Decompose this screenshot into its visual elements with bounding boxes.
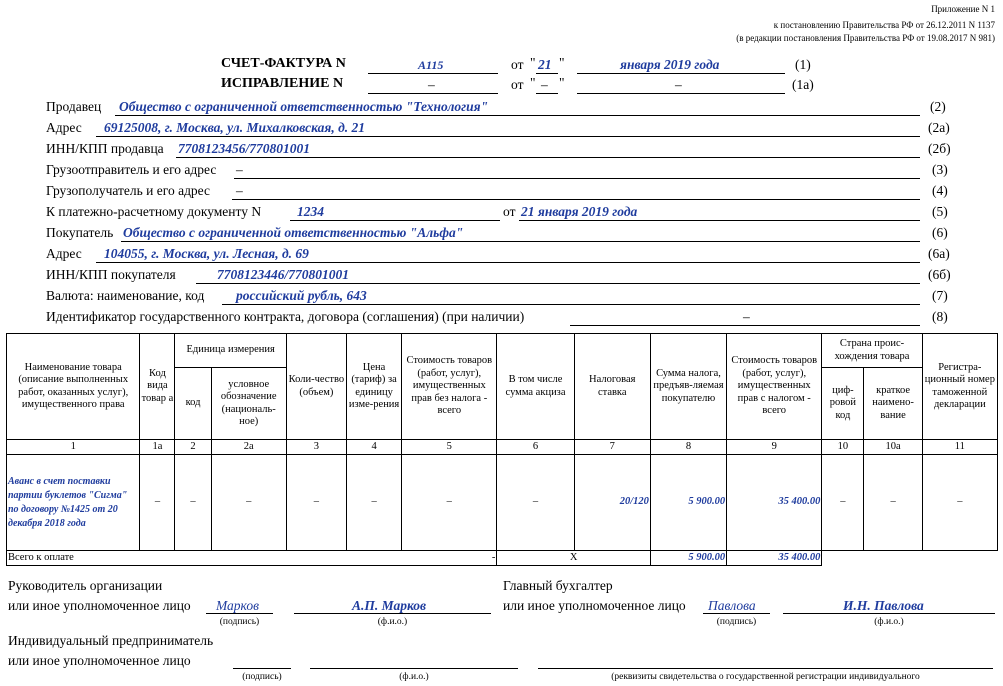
invoice-date-line <box>577 73 785 74</box>
table-total-row <box>7 551 998 566</box>
payment-doc-value: 1234 <box>297 204 324 219</box>
shipper-label: Грузоотправитель и его адрес <box>46 162 217 177</box>
invoice-number-line <box>368 73 498 74</box>
header-unit: Единица измерения <box>175 334 286 368</box>
quote-open: " <box>530 55 536 70</box>
correction-quote-open: " <box>530 75 536 90</box>
seller-address-label: Адрес <box>46 120 82 135</box>
buyer-label: Покупатель <box>46 225 114 240</box>
invoice-number: А115 <box>418 58 444 72</box>
seller-value: Общество с ограниченной ответственностью "Технология" <box>119 99 489 114</box>
head-name-line <box>294 613 491 614</box>
chief-sign-caption: (подпись) <box>716 617 757 627</box>
correction-quote-close: " <box>559 75 565 90</box>
header-cost-with-tax: Стоимость товаров (работ, услуг), имущественных прав с налогом - всего <box>727 334 822 440</box>
buyer-code: (6) <box>932 225 948 240</box>
header-excise: В том числе сумма акциза <box>497 334 574 440</box>
total-cost-with-tax: 35 400.00 <box>727 551 822 566</box>
payment-doc-line <box>290 220 500 221</box>
chief-name-line <box>783 613 995 614</box>
total-tax-amount: 5 900.00 <box>650 551 726 566</box>
head-fio-caption: (ф.и.о.) <box>377 617 408 627</box>
head-sign-caption: (подпись) <box>219 617 260 627</box>
consignee-label: Грузополучатель и его адрес <box>46 183 211 198</box>
seller-inn-label: ИНН/КПП продавца <box>46 141 164 156</box>
correction-day: – <box>541 77 548 92</box>
row-country-name: – <box>864 455 922 551</box>
col-number: 8 <box>650 440 726 455</box>
chief-name: И.Н. Павлова <box>843 598 924 613</box>
col-number: 2 <box>175 440 211 455</box>
buyer-address-label: Адрес <box>46 246 82 261</box>
col-number: 5 <box>402 440 497 455</box>
payment-doc-from: от <box>503 204 516 219</box>
col-number: 10а <box>864 440 922 455</box>
header-tax-amount: Сумма налога, предъяв-ляемая покупателю <box>650 334 726 440</box>
col-number: 3 <box>286 440 346 455</box>
seller-label: Продавец <box>46 99 102 114</box>
seller-address-line <box>96 136 920 137</box>
consignee-line <box>232 199 920 200</box>
seller-inn-line <box>176 157 920 158</box>
col-number: 4 <box>346 440 401 455</box>
seller-inn-value: 7708123456/770801001 <box>178 141 311 156</box>
total-tax-rate: X <box>497 551 650 566</box>
invoice-from: от <box>511 57 524 72</box>
ip-label-1: Индивидуальный предприниматель <box>8 633 214 648</box>
seller-address-code: (2а) <box>928 120 950 135</box>
seller-code: (2) <box>930 99 946 114</box>
chief-signature: Павлова <box>708 598 756 613</box>
correction-date: – <box>675 77 682 92</box>
header-cost-no-tax: Стоимость товаров (работ, услуг), имущественных прав без налога - всего <box>402 334 497 440</box>
correction-title: ИСПРАВЛЕНИЕ N <box>221 76 344 91</box>
total-label: Всего к оплате <box>7 551 402 566</box>
seller-inn-code: (2б) <box>928 141 951 156</box>
buyer-address-value: 104055, г. Москва, ул. Лесная, д. 69 <box>104 246 309 261</box>
col-number: 10 <box>822 440 864 455</box>
row-kind-code: – <box>140 455 175 551</box>
chief-label-2: или иное уполномоченное лицо <box>503 598 686 613</box>
row-unit-code: – <box>175 455 211 551</box>
ip-requisites-caption: (реквизиты свидетельства о государственной регистрации индивидуального <box>611 672 920 682</box>
shipper-value: – <box>236 162 243 177</box>
shipper-code: (3) <box>932 162 948 177</box>
header-kind-code: Код вида товар а <box>140 334 175 440</box>
total-cost-no-tax: - <box>402 551 497 566</box>
correction-from: от <box>511 77 524 92</box>
ip-requisites-line <box>538 668 993 669</box>
shipper-line <box>234 178 920 179</box>
payment-doc-code: (5) <box>932 204 948 219</box>
quote-close: " <box>559 55 565 70</box>
total-empty <box>822 551 998 566</box>
currency-label: Валюта: наименование, код <box>46 288 205 303</box>
payment-doc-date: 21 января 2019 года <box>521 204 638 219</box>
appendix-line-2: к постановлению Правительства РФ от 26.12.2011 N 1137 <box>773 20 995 30</box>
col-number: 1а <box>140 440 175 455</box>
buyer-address-code: (6а) <box>928 246 950 261</box>
row-quantity: – <box>286 455 346 551</box>
currency-value: российский рубль, 643 <box>236 288 367 303</box>
buyer-inn-code: (6б) <box>928 267 951 282</box>
head-label-2: или иное уполномоченное лицо <box>8 598 191 613</box>
table-number-row <box>7 440 998 455</box>
row-cost-with-tax: 35 400.00 <box>727 455 822 551</box>
payment-doc-label: К платежно-расчетному документу N <box>46 204 262 219</box>
appendix-note <box>736 4 995 43</box>
correction-date-line <box>577 93 785 94</box>
table-header-row <box>7 334 998 368</box>
buyer-inn-label: ИНН/КПП покупателя <box>46 267 176 282</box>
ip-sign-caption: (подпись) <box>242 672 282 682</box>
head-signature: Марков <box>216 598 259 613</box>
header-country-code: циф-ровой код <box>822 368 864 440</box>
ip-name-line <box>310 668 518 669</box>
header-quantity: Коли-чество (объем) <box>286 334 346 440</box>
buyer-inn-line <box>196 283 920 284</box>
currency-line <box>222 304 920 305</box>
invoice-day: 21 <box>538 57 552 72</box>
row-name: Аванс в счет поставки партии буклетов "Сигма" по договору №1425 от 20 декабря 2018 года <box>7 455 140 551</box>
header-country: Страна проис-хождения товара <box>822 334 922 368</box>
col-number: 7 <box>574 440 650 455</box>
row-excise: – <box>497 455 574 551</box>
row-customs: – <box>922 455 997 551</box>
contract-id-line <box>570 325 920 326</box>
ip-label-2: или иное уполномоченное лицо <box>8 653 191 668</box>
col-number: 2а <box>211 440 286 455</box>
buyer-line <box>121 241 920 242</box>
invoice-code: (1) <box>795 57 811 72</box>
row-country-code: – <box>822 455 864 551</box>
head-label-1: Руководитель организации <box>8 578 163 593</box>
buyer-address-line <box>96 262 920 263</box>
table-row <box>7 455 998 551</box>
head-signature-line <box>206 613 273 614</box>
header-customs: Регистра-ционный номер таможенной декларации <box>922 334 997 440</box>
invoice-date: января 2019 года <box>620 57 720 72</box>
col-number: 6 <box>497 440 574 455</box>
correction-day-line <box>536 93 558 94</box>
contract-id-value: – <box>743 309 750 324</box>
row-tax-rate: 20/120 <box>574 455 650 551</box>
contract-id-label: Идентификатор государственного контракта, договора (соглашения) (при наличии) <box>46 309 525 324</box>
row-tax-amount: 5 900.00 <box>650 455 726 551</box>
invoice-title: СЧЕТ-ФАКТУРА N <box>221 56 346 71</box>
chief-signature-line <box>703 613 770 614</box>
buyer-value: Общество с ограниченной ответственностью "Альфа" <box>123 225 464 240</box>
col-number: 1 <box>7 440 140 455</box>
payment-doc-date-line <box>519 220 920 221</box>
seller-line <box>115 115 920 116</box>
head-name: А.П. Марков <box>352 598 427 613</box>
header-name: Наименование товара (описание выполненных работ, оказанных услуг), имущественного права <box>7 334 140 440</box>
correction-number-line <box>368 93 498 94</box>
header-price: Цена (тариф) за единицу изме-рения <box>346 334 401 440</box>
row-cost-no-tax: – <box>402 455 497 551</box>
chief-label-1: Главный бухгалтер <box>503 578 613 593</box>
col-number: 9 <box>727 440 822 455</box>
seller-address-value: 69125008, г. Москва, ул. Михалковская, д. 21 <box>104 120 366 135</box>
correction-number: – <box>428 77 435 92</box>
invoice-table <box>6 333 998 566</box>
chief-fio-caption: (ф.и.о.) <box>874 617 904 627</box>
row-price: – <box>346 455 401 551</box>
currency-code: (7) <box>932 288 948 303</box>
header-country-name: краткое наимено-вание <box>864 368 922 440</box>
header-tax-rate: Налоговая ставка <box>574 334 650 440</box>
header-unit-name: условное обозначение (националь-ное) <box>211 368 286 440</box>
appendix-line-3: (в редакции постановления Правительства РФ от 19.08.2017 N 981) <box>736 33 995 43</box>
invoice-day-line <box>536 73 558 74</box>
header-unit-code: код <box>175 368 211 440</box>
ip-fio-caption: (ф.и.о.) <box>399 672 429 682</box>
buyer-inn-value: 7708123446/770801001 <box>217 267 350 282</box>
correction-code: (1а) <box>792 77 814 92</box>
row-unit-name: – <box>211 455 286 551</box>
col-number: 11 <box>922 440 997 455</box>
consignee-value: – <box>236 183 243 198</box>
appendix-line-1: Приложение N 1 <box>931 4 995 14</box>
consignee-code: (4) <box>932 183 948 198</box>
contract-id-code: (8) <box>932 309 948 324</box>
ip-signature-line <box>233 668 291 669</box>
